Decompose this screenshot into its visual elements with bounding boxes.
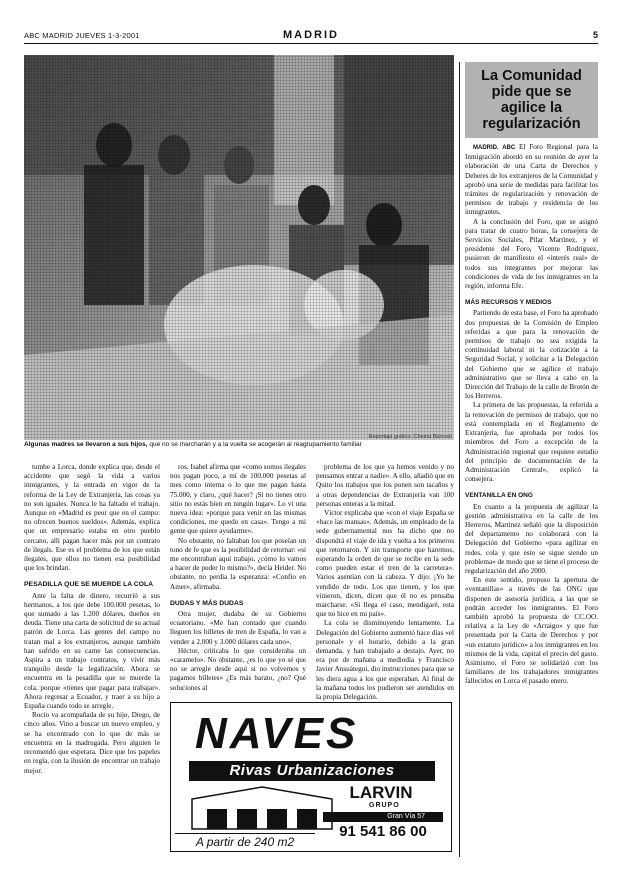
- subheading: DUDAS Y MÁS DUDAS: [170, 599, 244, 607]
- paragraph: problema de los que ya hemos venido y no pensamos entrar a nadie». A ello, añadió que en Quito los trabajos que los ponen son tacaños y a otras dependencias de Extranjería van 100 personas enteras a la mitad.: [316, 463, 454, 508]
- real-estate-ad[interactable]: [170, 702, 452, 852]
- sidebar-title: La Comunidad pide que se agilice la regularización: [465, 62, 598, 138]
- subheading: PESADILLA QUE SE MUERDE LA COLA: [24, 581, 154, 589]
- paragraph: En este sentido, propuso la apertura de «ventanillas» a través de las ONG que disponen de asesoría jurídica, a las que se podrán acceder los inmigrantes. El Foro también aprobó la propuesta de CC.OO. relativa a la Ley de «Arraigo» y que fue presentada por la Carta de Derechos y por «un estatuto jurídico» a los inmigrantes en los mismos de la vida, capital el precio del gasto. Asimismo, el Foro se solidarizó con los familiares de los trabajadores inmigrantes fallecidos en Lorca el pasado enero.: [465, 576, 598, 686]
- paragraph: En cuanto a la propuesta de agilizar la gestión administrativa en la calle de los Herreros, Martínez señaló que la disposición del departamento no colaborará con la Delegación del Gobierno «para agilizar en redes, cola y que esto se sigue siendo un problema» de modo que se tiene el proceso de regularización del año 2000.: [465, 502, 598, 575]
- subheading: MÁS RECURSOS Y MEDIOS: [465, 299, 552, 307]
- paragraph: La cola se disminuyendo lentamente. La Delegación del Gobierno aumentó hace días «el personal» y el horario, debido a la gran demanda, y han trabajado a destajo. Ayer, no era por de mañana a mediodía y Francisco Javier Ansuátegui, dio instrucciones para que se les diera agua a los que esperaban. Al final de la mañana todos los pudieron ser atendidos en la propia Delegación.: [316, 619, 454, 702]
- sidebar-article: [465, 62, 598, 862]
- sidebar-body: [465, 143, 598, 687]
- page-number: 5: [592, 30, 598, 40]
- paragraph: [465, 143, 598, 218]
- paragraph: A la conclusión del Foro, que se asignó para tratar de cuatro horas, la consejera de Servicios Sociales, Pilar Martínez, y el presidente del Foro, Vicente Rodríguez, pusieron de manifiesto el «interés real» de todos sus integrantes por mejorar las condiciones de vida de los inmigrantes en la región, informa Efe.: [465, 217, 598, 291]
- paragraph: tumbe a Lorca, donde explica que, desde el accidente que segó la vida a varios inmigrantes, y la entrada en vigor de la reforma de la Ley de Extranjería, las cosas ya no son iguales. Nunca le ha faltado el trabajo. Aunque en «Madrid es peor que en el campo: no ofrecen buenos sueldos». Además, explica que un empresario estaba en otro pueblo cercano, allí pagan hacer más por un contrato de ilegals. Ese es el problema de los que están ilegales, que ellos no tienen esa posibilidad que los brindan.: [24, 463, 160, 573]
- ad-subheadline: Rivas Urbanizaciones: [189, 761, 435, 781]
- subheading: VENTANILLA EN ONG: [465, 492, 533, 500]
- ad-group: GRUPO: [369, 802, 400, 809]
- paragraph: Ante la falta de dinero, recurrió a sus hermanos, a los que debe 100.000 pesetas, lo que sumado a las 1.200 dólares, dueños en deuda. Tiene una carta de solicitud de su actual patrón de Lorca. Las gentes del campo no tratan mal a los extranjeros, aunque también han sufrido en su carne las consecuencias. Aspira a un trabajo contratos, y vivir más tranquilo desde la legalización. Ahora se encuentra en la pesadilla que se muerde la cola, porque «tienes que pagar para trabajar». Ahora regresar a Ecuador, y traer a su hijo a España cuando todo se arregle.: [24, 591, 160, 711]
- ad-brand: LARVIN: [349, 783, 413, 802]
- paragraph: No obstante, no faltaban los que poseían un tono de fe que es la posibilidad de retornar: «si me encontraban aquí trabajo, ¿cómo lo vamos a hacer de poder lo mismo?», decía Heider. No obstante, no perdía la esperanza: «Confío en Amer», afirmaba.: [170, 536, 306, 591]
- paragraph: La primera de las propuestas, la referida a la renovación de permisos de trabajo, que no está contemplada en el Reglamento de Extranjería, fue aprobada por todos los miembros del Foro a excepción de la Administración regional que requiere estudio del principio de documentación de la Administración Central», explicó la consejera.: [465, 401, 598, 484]
- section-title: MADRID: [283, 29, 339, 41]
- photo-caption: [24, 440, 454, 449]
- byline: MADRID. ABC: [473, 145, 519, 151]
- page-header: [24, 30, 598, 44]
- ad-headline: NAVES: [195, 709, 359, 758]
- sidebar-divider: [459, 62, 460, 857]
- photo-credit: Reportaje gráfico: Chema Barroso: [368, 434, 452, 440]
- warehouse-building-icon: [187, 785, 337, 831]
- paragraph: Rocío va acompañada de su hijo, Diego, de cinco años. Vino a buscar un nuevo empleo, y se ha encontrado con lo que de más se encuentra en la madrugada. Pero alguien le recomendó que esperara. Dice que los papeles en regla, con la ilusión de encontrar un trabajo mejor.: [24, 711, 160, 775]
- dateline: ABC MADRID JUEVES 1-3-2001: [24, 31, 140, 40]
- crowd-photo-illustration: [24, 55, 454, 440]
- article-column-1: [24, 463, 160, 858]
- ad-phone[interactable]: 91 541 86 00: [339, 823, 427, 840]
- paragraph: Otra mujer, dudaba de su Gobierno ecuatoriano. «Me han contado que cuando lleguen los billetes de tren de España, lo van a vender a 2.000 y 3.000 dólares cada uno».: [170, 610, 306, 646]
- caption-lead: Algunas madres se llevaron a sus hijos,: [24, 441, 148, 448]
- article-column-2: [170, 463, 306, 695]
- caption-text: que no se marcharán y a la vuelta se acogerán al reagrupamiento familiar: [149, 441, 362, 448]
- paragraph: Partiendo de esta base, el Foro ha aprobado dos propuestas de la Comisión de Empleo referidas a que para la renovación de permisos de trabajo no sea exigida la continuidad laboral ni la cotización a la Seguridad Social, y solicitar a la Delegación del Gobierno que se agilice el trabajo administrativo que se lleva a cabo en la Dirección del Trabajo de la calle de Brotón de los Herreros.: [465, 309, 598, 401]
- ad-address: Gran Vía 57: [323, 812, 443, 822]
- ad-price: A partir de 240 m2: [175, 833, 315, 849]
- paragraph: ros. Isabel afirma que «como somos ilegales nos pagan poco, a mí de 100.000 pesetas al mes como interna o lo que me pagan hasta 75.000, y claro, ¿qué hacer? ¡Si no tienes otro sitio no estás bien en ningún lugar». Lo vi una nueva idea: «porque para venir en las mismas condiciones, me quedo en casa». Tengo a mi gente que quiere ayudarme».: [170, 463, 306, 536]
- paragraph: Héctor, criticaba lo que consideraba un «caramelo». No obstante, ¿es lo que yo sé que no se arregle desde aquí si no volvemos y pagamos billetes» ¿Es más barato, ¿no? Qué soluciones al: [170, 646, 306, 692]
- paragraph-text: El Foro Regional para la Inmigración abordó en su reunión de ayer la elaboración de una Carta de Derechos y Deberes de los extranjeros de la Comunidad y aprobó una serie de medidas para facilitar los trámites de regularización y renovación de permisos de trabajo y residencia de los inmigrantes.: [465, 143, 598, 217]
- paragraph: Víctor explicaba que «con el viaje España se «hace las mansas». Además, un empleado de la sede gubernamental nos ha dicho que no dispondrá el viaje de ida y vuelta a los primeros que retornaron. Y sin transporte que haremos, esperando la orden de que se recibe en la sede como pueden estar el tren de la carretera». Varios asentían con la cabeza. Y dijo: ¡Yo he vendido de todo. Los que tienen, y los que vinieron, dicen, dicen que él no es pensaba marcharse. «Si llega el caso, mendigaré, esta que no hice en mi país».: [316, 509, 454, 619]
- news-photo: [24, 55, 454, 440]
